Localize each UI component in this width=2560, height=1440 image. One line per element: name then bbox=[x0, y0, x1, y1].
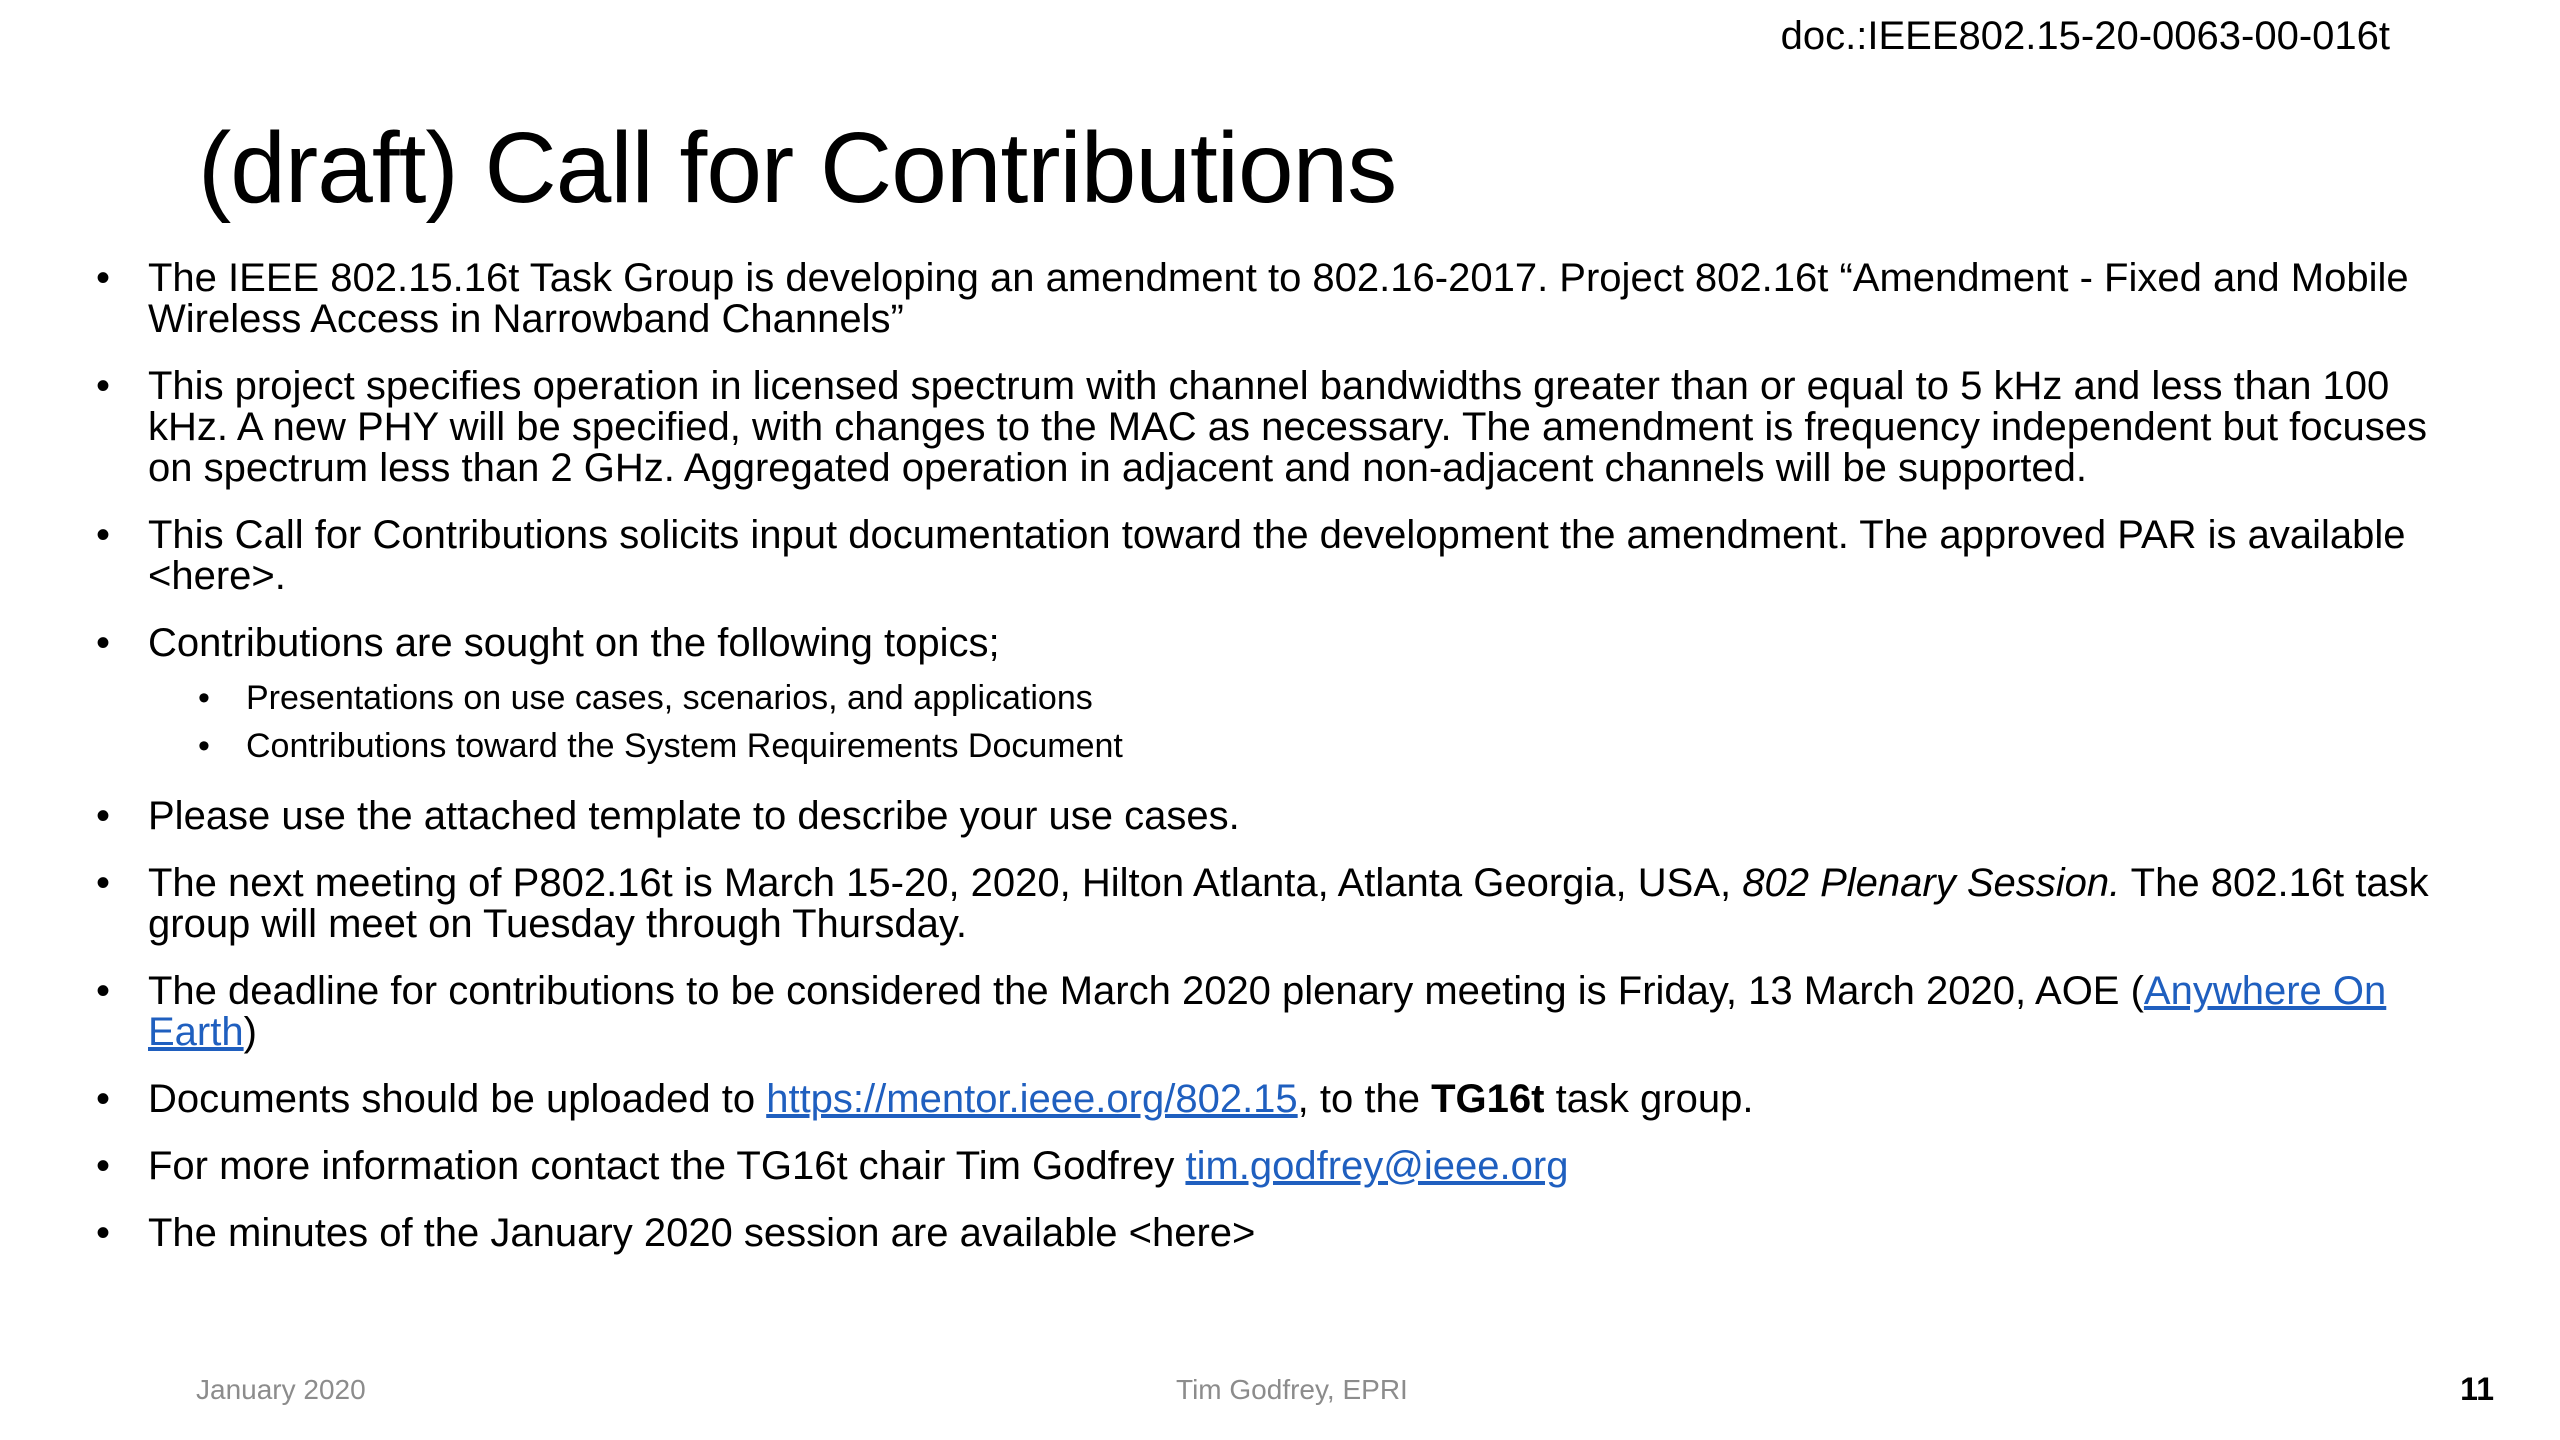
bullet-project-scope bbox=[96, 366, 2476, 489]
sub-bullet-text: Contributions toward the System Requirements Document bbox=[246, 727, 1123, 765]
anywhere-on-earth-link[interactable]: Anywhere On Earth bbox=[148, 969, 2387, 1054]
bullet-minutes bbox=[96, 1213, 2476, 1254]
task-group-name: TG16t bbox=[1431, 1077, 1545, 1121]
topics-sub-list bbox=[148, 674, 2476, 770]
bullet-text: The IEEE 802.15.16t Task Group is developing an amendment to 802.16-2017. Project 802.16t “Amendment - Fixed and Mobile Wireless Access in Narrowband Channels” bbox=[148, 256, 2409, 341]
bullet-contact bbox=[96, 1146, 2476, 1187]
bullet-upload bbox=[96, 1079, 2476, 1120]
bullet-next-meeting bbox=[96, 863, 2476, 945]
mentor-link[interactable]: https://mentor.ieee.org/802.15 bbox=[766, 1077, 1298, 1121]
email-link[interactable]: tim.godfrey@ieee.org bbox=[1185, 1144, 1569, 1188]
bullet-list bbox=[96, 258, 2476, 1280]
plenary-session-text: 802 Plenary Session. bbox=[1742, 861, 2121, 905]
bullet-topics bbox=[96, 623, 2476, 770]
bullet-text: The next meeting of P802.16t is March 15-20, 2020, Hilton Atlanta, Atlanta Georgia, USA, bbox=[148, 861, 1743, 905]
bullet-call-for-contributions bbox=[96, 515, 2476, 597]
bullet-text: ) bbox=[243, 1010, 257, 1054]
sub-bullet-system-requirements bbox=[198, 722, 2476, 770]
bullet-text: The 802.16t task group will meet on Tuesday through Thursday. bbox=[148, 861, 2429, 946]
bullet-text: Contributions are sought on the following topics; bbox=[148, 621, 1000, 665]
document-id: doc.:IEEE802.15-20-0063-00-016t bbox=[1780, 14, 2390, 58]
bullet-text: The deadline for contributions to be considered the March 2020 plenary meeting is Friday, 13 March 2020, AOE ( bbox=[148, 969, 2144, 1013]
slide-title: (draft) Call for Contributions bbox=[198, 112, 1397, 224]
bullet-template bbox=[96, 796, 2476, 837]
bullet-task-group bbox=[96, 258, 2476, 340]
sub-bullet-use-cases bbox=[198, 674, 2476, 722]
footer-author: Tim Godfrey, EPRI bbox=[1176, 1374, 1408, 1405]
bullet-text: , to the bbox=[1297, 1077, 1432, 1121]
bullet-text: Documents should be uploaded to bbox=[148, 1077, 767, 1121]
bullet-deadline bbox=[96, 971, 2476, 1053]
page-number: 11 bbox=[2460, 1371, 2494, 1407]
bullet-text: This project specifies operation in licensed spectrum with channel bandwidths greater than or equal to 5 kHz and less than 100 kHz. A new PHY will be specified, with changes to the MAC as necessary. The amendment is frequency independent but focuses on spectrum less than 2 GHz. Aggregated operation in adjacent and non-adjacent channels will be supported. bbox=[148, 364, 2428, 490]
bullet-text: task group. bbox=[1544, 1077, 1754, 1121]
sub-bullet-text: Presentations on use cases, scenarios, and applications bbox=[246, 679, 1093, 717]
footer-date: January 2020 bbox=[196, 1374, 366, 1405]
bullet-text: The minutes of the January 2020 session are available <here> bbox=[148, 1211, 1256, 1255]
bullet-text: For more information contact the TG16t chair Tim Godfrey bbox=[148, 1144, 1186, 1188]
bullet-text: Please use the attached template to describe your use cases. bbox=[148, 794, 1240, 838]
bullet-text: This Call for Contributions solicits input documentation toward the development the amendment. The approved PAR is available <here>. bbox=[148, 513, 2406, 598]
